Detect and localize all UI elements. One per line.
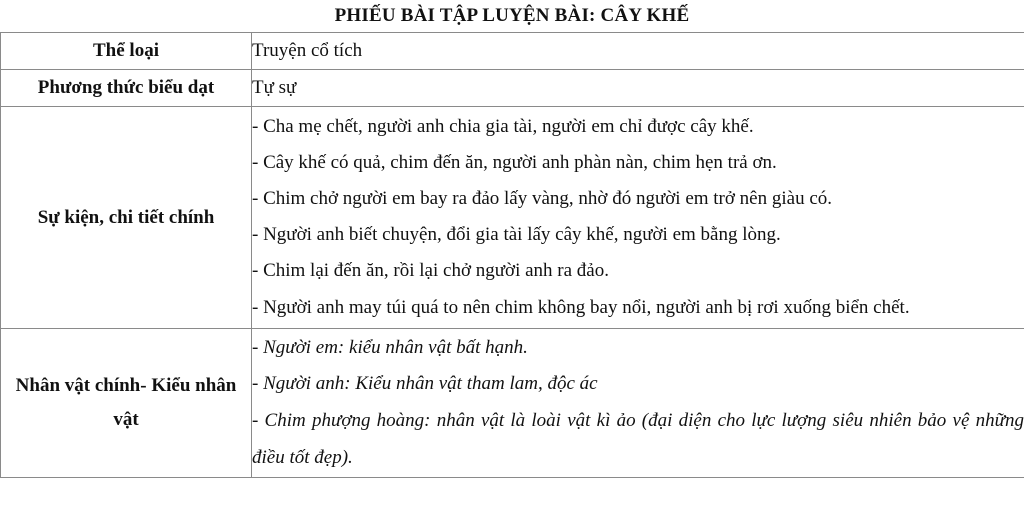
row-genre	[1, 33, 1024, 70]
event-item: - Chim chở người em bay ra đảo lấy vàng, nhờ đó người em trở nên giàu có.	[252, 188, 833, 209]
event-item: - Người anh may túi quá to nên chim không bay nổi, người anh bị rơi xuống biển chết.	[252, 297, 910, 318]
row-characters	[1, 329, 1024, 478]
event-item: - Cây khế có quả, chim đến ăn, người anh phàn nàn, chim hẹn trả ơn.	[252, 152, 777, 173]
genre-value: Truyện cổ tích	[252, 40, 363, 61]
worksheet-table	[0, 32, 1024, 478]
mode-label: Phương thức biểu dạt	[1, 70, 252, 107]
worksheet-title: PHIẾU BÀI TẬP LUYỆN BÀI: CÂY KHẾ	[334, 5, 690, 26]
row-events	[1, 107, 1024, 329]
mode-value: Tự sự	[252, 77, 297, 98]
event-item: - Chim lại đến ăn, rồi lại chở người anh ra đảo.	[252, 260, 609, 281]
event-item: - Người anh biết chuyện, đổi gia tài lấy cây khế, người em bằng lòng.	[252, 224, 781, 245]
character-item: - Người em: kiểu nhân vật bất hạnh.	[252, 337, 528, 358]
event-item: - Cha mẹ chết, người anh chia gia tài, người em chỉ được cây khế.	[252, 116, 754, 137]
character-item: - Người anh: Kiểu nhân vật tham lam, độc ác	[252, 373, 598, 394]
events-label: Sự kiện, chi tiết chính	[1, 107, 252, 329]
genre-label: Thể loại	[1, 33, 252, 70]
characters-label: Nhân vật chính- Kiểu nhân vật	[1, 329, 252, 478]
row-mode	[1, 70, 1024, 107]
character-item: - Chim phượng hoàng: nhân vật là loài vật kì ảo (đại diện cho lực lượng siêu nhiên bảo vệ những điều tốt đẹp).	[252, 410, 1024, 468]
